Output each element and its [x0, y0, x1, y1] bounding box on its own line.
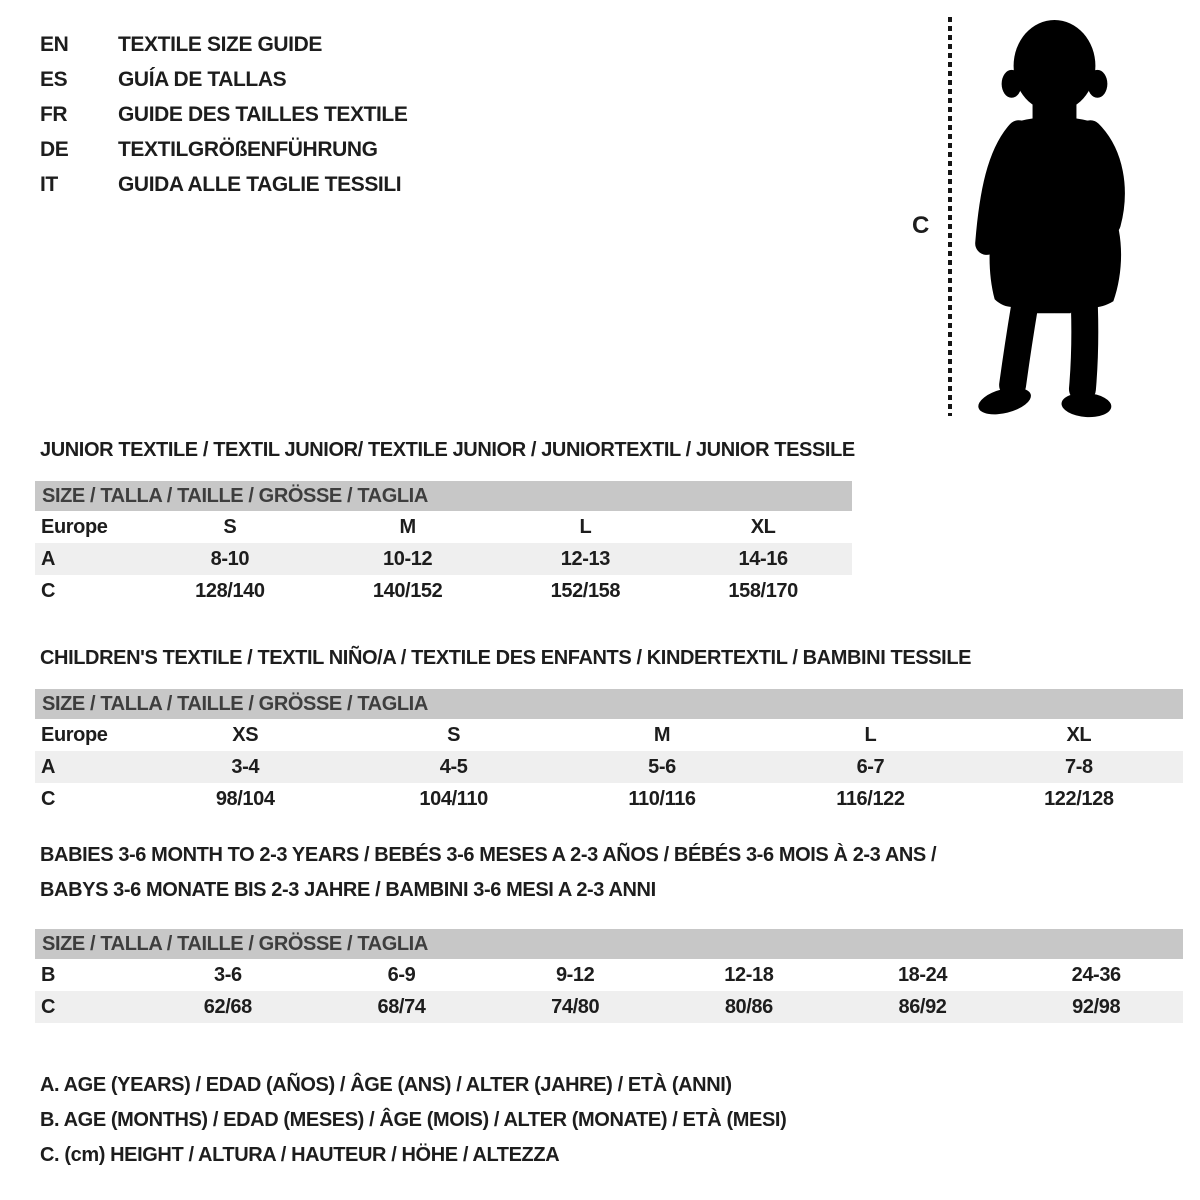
- lang-title: GUIDE DES TAILLES TEXTILE: [118, 102, 408, 126]
- table-row-height: [35, 991, 1183, 1023]
- table-row-height: [35, 575, 852, 607]
- months-cell: 9-12: [555, 964, 595, 986]
- height-measure-label: C: [912, 212, 930, 239]
- age-cell: 5-6: [648, 756, 676, 778]
- table-row-months: [35, 959, 1183, 991]
- height-cell: 158/170: [728, 580, 798, 602]
- babies-size-table: [35, 929, 1183, 1023]
- size-cell: M: [653, 724, 671, 746]
- lang-title: TEXTILGRÖßENFÜHRUNG: [118, 137, 378, 161]
- months-cell: 6-9: [387, 964, 416, 986]
- size-cell: M: [399, 516, 416, 538]
- table-header: SIZE / TALLA / TAILLE / GRÖSSE / TAGLIA: [35, 689, 1183, 719]
- legend-line-b: B. AGE (MONTHS) / EDAD (MESES) / ÂGE (MOIS) / ALTER (MONATE) / ETÀ (MESI): [40, 1109, 787, 1131]
- row-label: B: [41, 964, 56, 986]
- lang-row-it: [40, 167, 407, 202]
- toddler-silhouette-figure: [966, 12, 1142, 421]
- row-label: C: [41, 996, 56, 1018]
- height-cell: 128/140: [195, 580, 265, 602]
- lang-code: ES: [40, 67, 68, 91]
- height-cell: 104/110: [419, 788, 488, 810]
- table-row-height: [35, 783, 1183, 815]
- height-cell: 68/74: [377, 996, 426, 1018]
- babies-section-title-line1: BABIES 3-6 MONTH TO 2-3 YEARS / BEBÉS 3-6 MESES A 2-3 AÑOS / BÉBÉS 3-6 MOIS À 2-3 ANS /: [40, 844, 937, 866]
- height-cell: 62/68: [203, 996, 252, 1018]
- months-cell: 12-18: [724, 964, 774, 986]
- age-cell: 12-13: [560, 548, 610, 570]
- height-cell: 122/128: [1044, 788, 1114, 810]
- language-title-list: [40, 27, 407, 202]
- junior-size-table: [35, 481, 852, 607]
- height-cell: 92/98: [1072, 996, 1121, 1018]
- row-label: A: [41, 548, 56, 570]
- table-header: SIZE / TALLA / TAILLE / GRÖSSE / TAGLIA: [35, 929, 1183, 959]
- size-cell: S: [447, 724, 461, 746]
- size-cell: XL: [1066, 724, 1092, 746]
- size-cell: XS: [232, 724, 259, 746]
- height-cell: 140/152: [372, 580, 443, 602]
- table-row-europe: [35, 719, 1183, 751]
- row-label: C: [41, 788, 56, 810]
- lang-row-es: [40, 62, 407, 97]
- lang-code: EN: [40, 32, 69, 56]
- age-cell: 7-8: [1064, 756, 1093, 778]
- height-cell: 80/86: [724, 996, 773, 1018]
- height-cell: 98/104: [215, 788, 275, 810]
- table-row-age: [35, 751, 1183, 783]
- table-row-age: [35, 543, 852, 575]
- babies-section-title-line2: BABYS 3-6 MONATE BIS 2-3 JAHRE / BAMBINI 3-6 MESI A 2-3 ANNI: [40, 879, 656, 901]
- height-cell: 116/122: [836, 788, 905, 810]
- size-cell: S: [223, 516, 237, 538]
- months-cell: 24-36: [1071, 964, 1121, 986]
- row-label: C: [41, 580, 56, 602]
- lang-row-fr: [40, 97, 407, 132]
- lang-row-en: [40, 27, 407, 62]
- row-label: Europe: [41, 516, 108, 538]
- legend-line-c: C. (cm) HEIGHT / ALTURA / HAUTEUR / HÖHE / ALTEZZA: [40, 1144, 560, 1166]
- lang-code: FR: [40, 102, 68, 126]
- measure-legend: [40, 1068, 786, 1173]
- children-size-table: [35, 689, 1183, 815]
- height-cell: 74/80: [551, 996, 600, 1018]
- lang-code: DE: [40, 137, 69, 161]
- age-cell: 8-10: [210, 548, 250, 570]
- size-cell: XL: [750, 516, 776, 538]
- lang-title: GUÍA DE TALLAS: [118, 67, 287, 91]
- height-cell: 152/158: [550, 580, 621, 602]
- age-cell: 3-4: [231, 756, 260, 778]
- age-cell: 10-12: [383, 548, 433, 570]
- legend-line-a: A. AGE (YEARS) / EDAD (AÑOS) / ÂGE (ANS) / ALTER (JAHRE) / ETÀ (ANNI): [40, 1074, 732, 1096]
- height-cell: 110/116: [628, 788, 696, 810]
- months-cell: 18-24: [897, 964, 948, 986]
- age-cell: 6-7: [856, 756, 885, 778]
- age-cell: 4-5: [439, 756, 468, 778]
- lang-title: TEXTILE SIZE GUIDE: [118, 32, 322, 56]
- table-row-europe: [35, 511, 852, 543]
- height-dashed-line: [948, 17, 952, 416]
- lang-title: GUIDA ALLE TAGLIE TESSILI: [118, 172, 402, 196]
- table-header: SIZE / TALLA / TAILLE / GRÖSSE / TAGLIA: [35, 481, 852, 511]
- junior-section-title: JUNIOR TEXTILE / TEXTIL JUNIOR/ TEXTILE JUNIOR / JUNIORTEXTIL / JUNIOR TESSILE: [40, 439, 855, 461]
- lang-code: IT: [40, 172, 58, 196]
- lang-row-de: [40, 132, 407, 167]
- row-label: Europe: [41, 724, 108, 746]
- row-label: A: [41, 756, 56, 778]
- size-cell: L: [579, 516, 592, 538]
- children-section-title: CHILDREN'S TEXTILE / TEXTIL NIÑO/A / TEXTILE DES ENFANTS / KINDERTEXTIL / BAMBINI TESSILE: [40, 647, 972, 669]
- size-cell: L: [864, 724, 877, 746]
- months-cell: 3-6: [213, 964, 242, 986]
- age-cell: 14-16: [738, 548, 788, 570]
- height-cell: 86/92: [898, 996, 947, 1018]
